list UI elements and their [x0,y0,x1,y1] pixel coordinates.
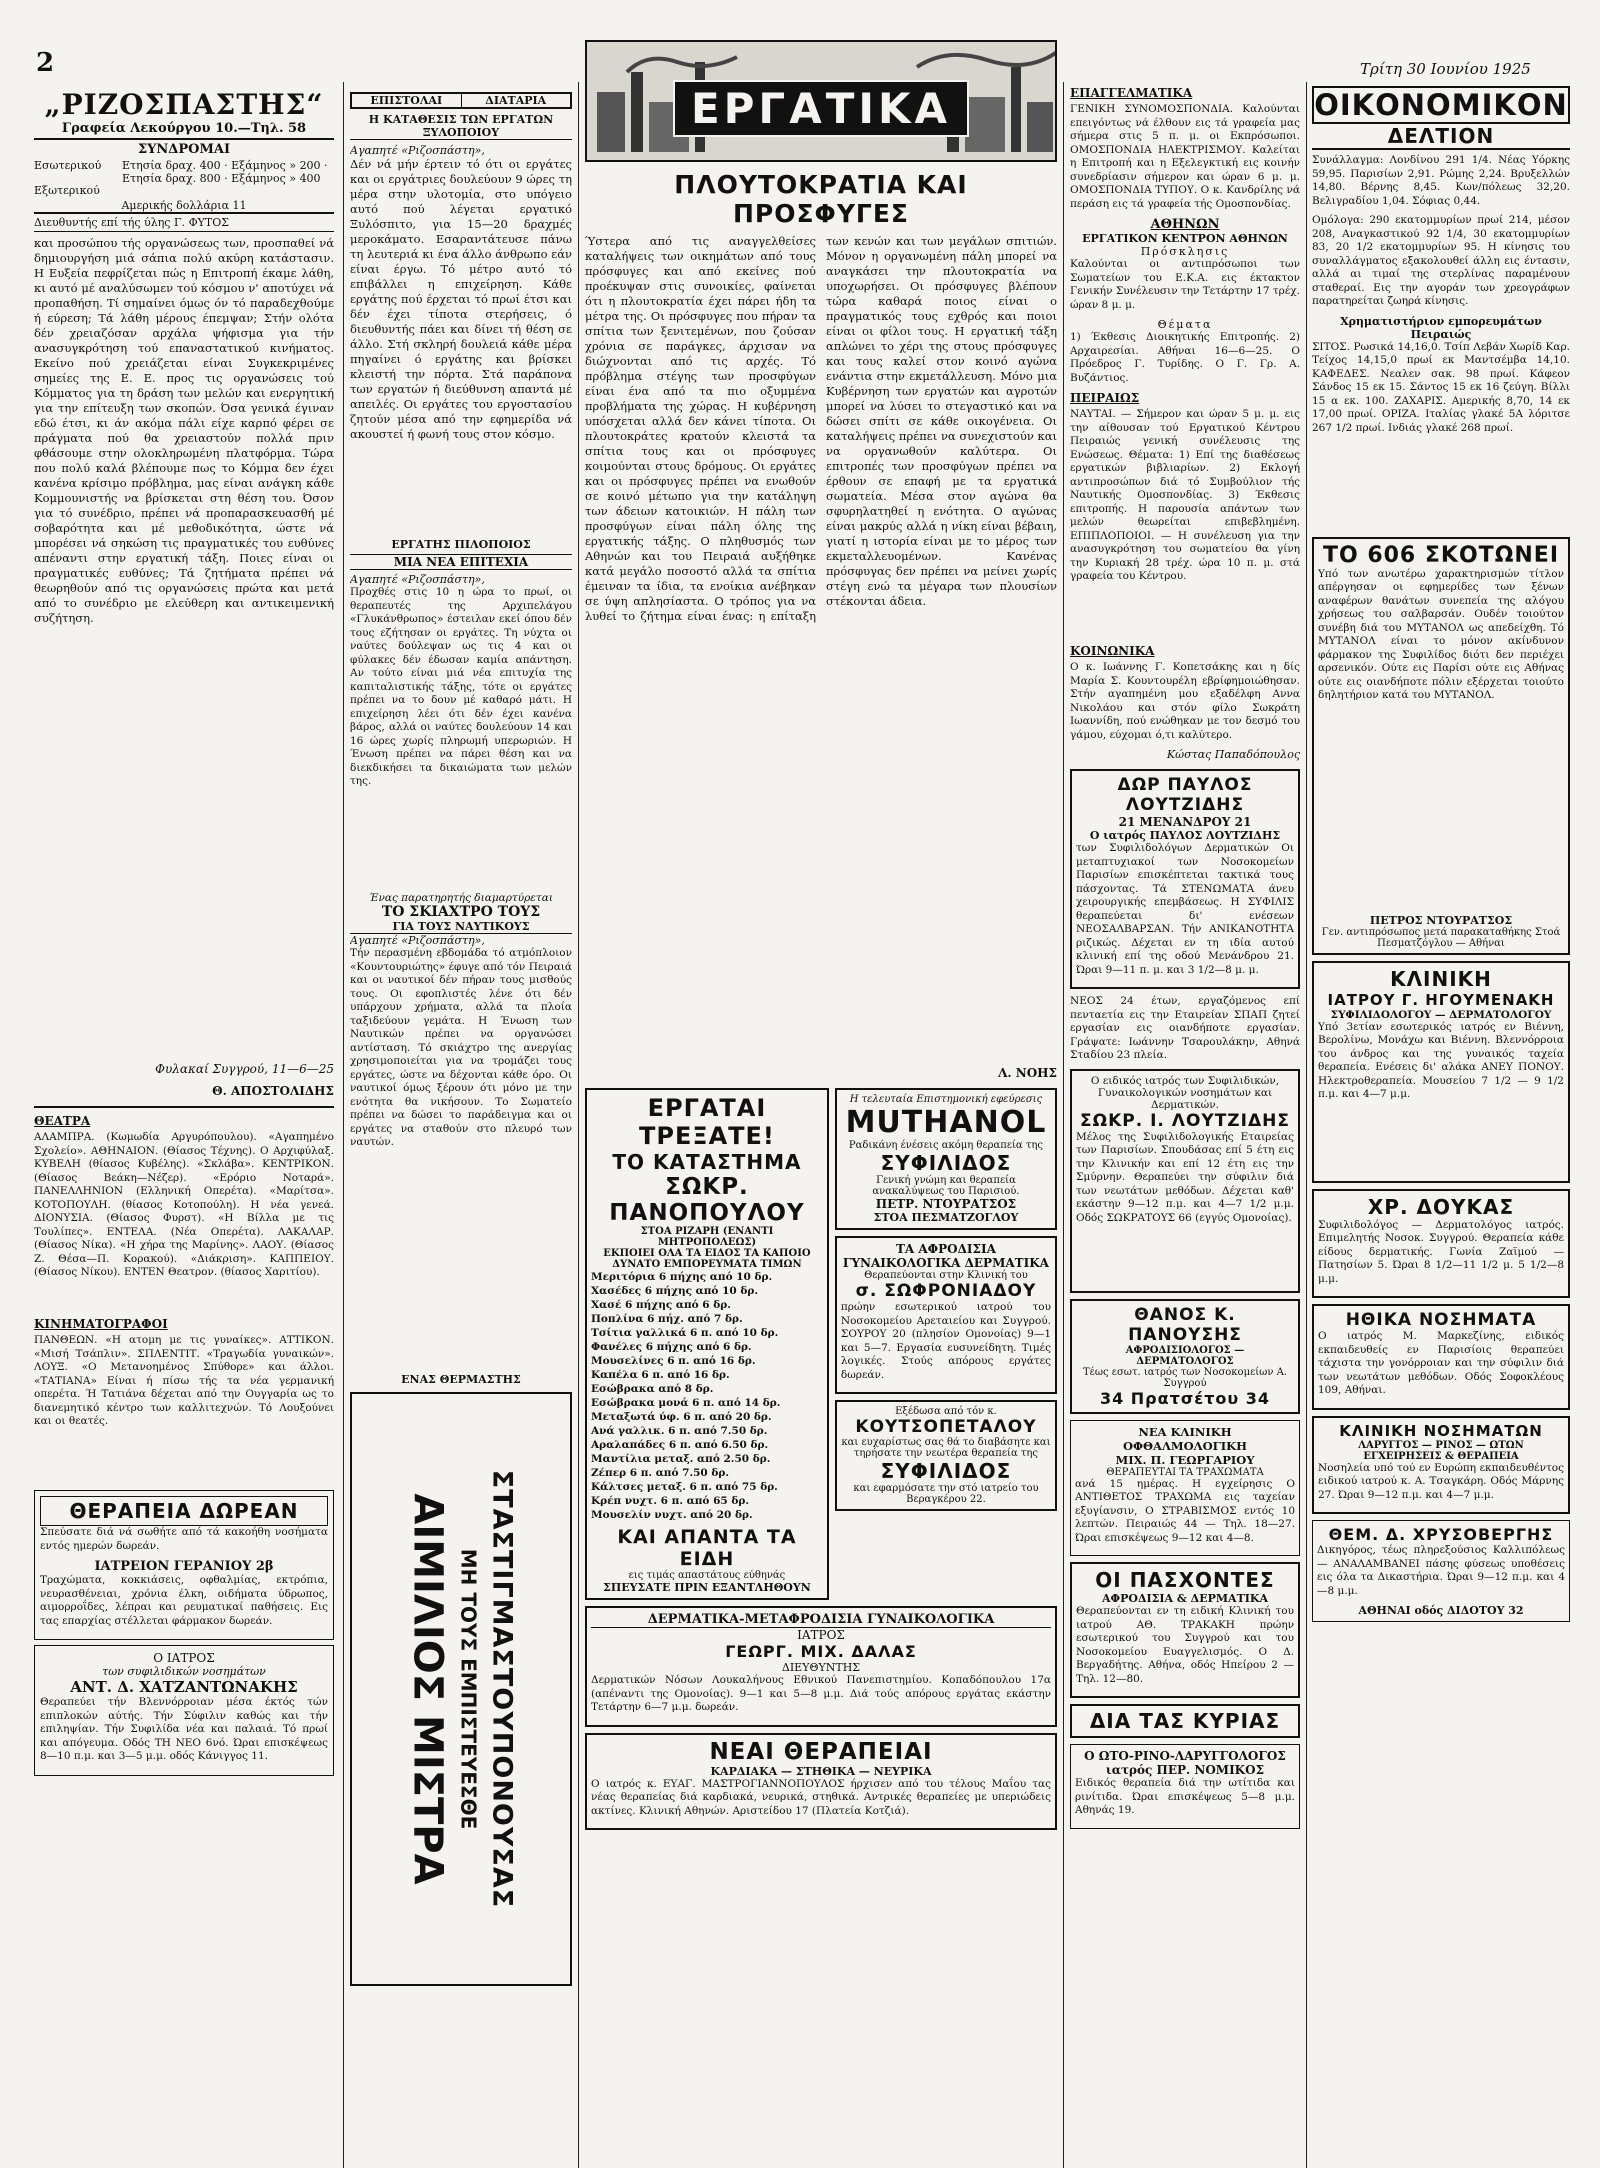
ad-doctor-body: Θεραπεύει τήν Βλεννόρροιαν μέσα έκτός τών επιπλοκών αύτής. Τήν Σύφιλιν καθώς και τήν επιληψίαν. Τήν Συφιλίδα νέα και παλαιά. Τό πρωί και απόγευμα. Οδός ΤΗ ΝΕΟ 6νό. Ώραι επισκέψεως 8—10 π.μ. και 3—5 μ.μ. οδός Κάνιγγος 11. [40,1696,328,1762]
aphro-body: Θεραπεύονται στην Κλινική του [864,1270,1028,1281]
labor-banner [585,40,1057,162]
ad-store-item: Κρέπ νυχτ. 6 π. από 65 δρ. [591,1495,749,1507]
derm-body: Δερματικών Νόσων Λουκαλήνους Εθνικού Πανεπιστημίου. Κοπαδόπουλου 17α (απέναντι της Ομονοίας). 9—1 και 5—8 μ.μ. Διά τούς απόρους εργάτας εκάστην Τετάρτην 6—7 μ.μ. δωρεάν. [591,1674,1051,1713]
clinic2-sub: ΛΑΡΥΓΓΟΣ — ΡΙΝΟΣ — ΩΤΩΝ ΕΓΧΕΙΡΗΣΕΙΣ & ΘΕΡΑΠΕΙΑ [1358,1439,1524,1462]
ad-606-text: Υπό των ανωτέρω χαρακτηρισμών τίτλον απέργησαν οι εφημερίδες των ξένων αναφέρων θανάτων συνεπεία της αλόγου χρήσεως του σαλβαρσάν. Ουδέν τοιούτον συνέβη διά του ΜΥΤΑΝΟΛ ως απεδείχθη. Τό ΜΥΤΑΝΟΛ είναι το μόνον ακίνδυνον φάρμακον της Συφιλίδος διότι δεν περιέχει αρσενικόν. Ούτε εις Παρίσι ούτε εις Αθήνας ούτε εις οιανδήποτε πόλιν εξέρχεται τοιούτο δηλητήριον κατά του ΜΥΤΑΝΟΛ. [1318,567,1564,701]
letter1-sign: ΕΡΓΑΤΗΣ ΠΙΛΟΠΟΙΟΣ [391,538,531,551]
ad-eye [1070,1420,1300,1557]
column-1 [34,88,334,2163]
ad-store-item: Καπέλα 6 π. από 16 δρ. [591,1369,730,1381]
offices: Γραφεία Λεκούργου 10.—Τηλ. 58 [34,121,334,140]
ad-doctor [34,1645,334,1776]
letter1-body: Δέν νά μήν έρτειν τό ότι οι εργάτες και οι εργάτριες δουλεύουν 9 ώρες τη μέρα στην υλοτομία, στο υπόγειο αυτό πού λέγεται εργατικό Ξυλόσπιτο, για 15—20 δραχμές μεροκάματο. Εσαραντάτευσε πάνω τη λευτεριά κι ένα άλλο άνθρωπο εάν είναι έργω. Τό μέτρο αυτό τό επιβάλλει η επιχείρηση. Κάθε εργάτης πού έρχεται τό πρωί έτσι και δέν έχει τίποτα στερήσεις, ό διευθυντής πάει και δίνει τή θέση σε άλλο. Στή σκληρή δουλειά κάθε μέρα πηγαίνει ό εργάτης και βρίσκει κλειστή την πόρτα. Στά παράπονα των εργατών ή διεύθυνση απαντά μέ απειλές. Οι εργάτες του εργοστασίου ζητούν μέσα από την εφημερίδα νά ακουστεί ή φωνή τους στον κόσμο. [350,157,572,441]
ad-doctor-sub: των συφιλιδικών νοσημάτων [102,1665,266,1678]
ad-vertical [350,1392,572,1986]
aphro-name: σ. ΣΩΦΡΟΝΙΑΔΟΥ [855,1281,1037,1301]
panou-sub: ΑΦΡΟΔΙΣΙΟΛΟΓΟΣ — ΔΕΡΜΑΤΟΛΟΓΟΣ [1125,1344,1245,1367]
panou-text: Τέως εσωτ. ιατρός των Νοσοκομείων Α. Συγγρού [1083,1366,1287,1389]
ad-ladies: ΔΙΑ ΤΑΣ ΚΥΡΙΑΣ [1070,1704,1300,1738]
ad-store-title: ΕΡΓΑΤΑΙ ΤΡΕΞΑΤΕ! [639,1094,775,1150]
social-title: ΚΟΙΝΩΝΙΚΑ [1070,644,1155,658]
ad-free-title: ΘΕΡΑΠΕΙΑ ΔΩΡΕΑΝ [40,1496,328,1526]
chryso-text: Δικηγόρος, τέως πληρεξούσιος Καλλιπόλεως — ΑΝΑΛΑΜΒΑΝΕΙ πάσης φύσεως υποθέσεις εις όλα τα Δικαστήρια. Ώραι 9—12 π.μ. και 4—8 μ.μ. [1317,1544,1565,1597]
ad-606-sign: ΠΕΤΡΟΣ ΝΤΟΥΡΑΤΣΟΣ [1369,913,1513,927]
ad-derm [585,1606,1057,1727]
ad-store-item: Ανά γαλλικ. 6 π. από 7.50 δρ. [591,1425,768,1437]
col3-right-ads [835,1088,1057,1600]
social-text: Ο κ. Ιωάννης Γ. Κοπετσάκης και η δίς Μαρία Σ. Κουντουρέλη εβρίφημοιώθησαν. Στήν αγαπημένη μου εξαδέλφη Αννα Νικολάου και στόν φίλο Σωκράτη Ιωαννίδη, πού ενώθηκαν με τον δεσμό του γάμου, εύχομαι ό,τι καλύτερο. [1070,661,1300,741]
new-sub: ΚΑΡΔΙΑΚΑ — ΣΤΗΘΙΚΑ — ΝΕΥΡΙΚΑ [710,1764,932,1778]
letters-header [350,92,572,109]
panou-addr: 34 Πρατσέτου 34 [1099,1388,1271,1408]
col3-ads [585,1088,1057,1600]
cinema-list: ΠΑΝΘΕΩΝ. «Η ατομη με τις γυναίκες». ΑΤΤΙΚΟΝ. «Μισή Τσάπλιν». ΣΠΛΕΝΤΙΤ. «Τραγωδία γυναικών». ΛΟΥΞ. «Ο Μετανοημένος Σπύθορε» και άλλοι. «ΤΑΤΙΑΝΑ» Είναι ή πίσω τής τα νέα γερμανική οπερέτα. Ή Τατιάνα δέχεται από την Ουγγαρία ως το διανεμητικό κέντρο των καλλιτεχνών. Τό Λουξούνει και οι θεατές. [34,1334,334,1427]
subs-domestic: Εσωτερικού [34,159,102,172]
l1-body: των Συφιλιδολόγων Δερματικών Οι μεταπτυχιακοί των Νοσοκομείων Παρισίων επισκέπτεται τακτικά τους πάσχοντας. Τά ΣΤΕΝΩΜΑΤΑ άνευ χειρουργικής επεμβάσεως. Η ΣΥΦΙΛΙΣ θεραπεύεται δι' ενέσεων ΝΕΟΣΑΛΒΑΡΣΑΝ. Τήν ΑΝΙΚΑΝΟΤΗΤΑ ριζικώς. Δέχεται εν τη ιδία αυτού κλινική επί της οδού Μενάνδρου 21. Ώραι 9—11 π. μ. και 3 1/2—8 μ. μ. [1076,842,1294,976]
ad-store-item: Μουσελίν νυχτ. από 20 δρ. [591,1509,753,1521]
mutanol-body: Γενική γνώμη και θεραπεία ανακαλύψεως του Παρισιού. [872,1175,1020,1197]
ad-store-item: Μουσελίνες 6 π. από 16 δρ. [591,1355,756,1367]
ad-606 [1312,537,1570,955]
ad-606-title: ΤΟ 606 ΣΚΟΤΩΝΕΙ [1322,542,1560,568]
l2-body: Μέλος της Συφιλιδολογικής Εταιρείας των Παρισίων. Σπουδάσας επί 5 έτη εις την Κλινικήν και επί 12 έτη εις την Σμύρνην. Θεραπεύει την σύφιλιν διά των νεωτάτων μεθόδων. Δέχεται καθ' εκάστην 9—12 π.μ. και 4—7 1/2 μ.μ. Οδός ΣΩΚΡΑΤΟΥΣ 66 (εγγύς Ομονοίας). [1076,1130,1294,1224]
column-3 [585,40,1057,2162]
ad-chryso [1312,1520,1570,1622]
athens-title: ΑΘΗΝΩΝ [1150,217,1220,232]
letter3-body: Τήν περασμένη εβδομάδα τό ατμόπλοιον «Κουντουριώτης» έφυγε από τόν Πειραιά και οι ναυτικοί δέν πήραν τους μισθούς τους. Οι εφοπλιστές λένε ότι δέν υπάρχουν χρήματα, αλλά τα πλοία ταξιδεύουν γεμάτα. Η Ένωση των Ναυτικών πρέπει να οργανώσει αντίσταση. Τό σκιάχτρο της ανεργίας χρησιμοποιείται για να τρομάζει τους εργάτες, ώστε να δέχονται κάθε όρο. Οι ναυτικοί όμως ξέρουν ότι μόνο με την ενότητα θα νικήσουν. Το Σωματείο πρέπει να δώσει το παράδειγμα και οι εργάτες να σταθούν στο πλευρό των ναυτών. [350,947,572,1148]
ad-store-item: Εσώβρακα μονά 6 π. από 14 δρ. [591,1397,781,1409]
koutso-text: Εξέδωσα από τόν κ. [895,1406,997,1417]
eye-text: ανά 15 ημέρας. Η εγχείρησις Ο ΑΝΤΙΘΕΤΟΣ ΤΡΑΧΩΜΑ εις ταχείαν εξυγίανσιν, Ο ΣΤΡΑΒΙΣΜΟΣ εντός 10 λεπτών. Πειραιώς 44 — Τηλ. 18—27. Ώραι επισκέψεως 9—12 και 4—8. [1075,1477,1295,1544]
column-rule [578,82,579,2168]
patients-title: ΟΙ ΠΑΣΧΟΝΤΕΣ [1095,1568,1275,1592]
mutanol-title: MUTHANOL [845,1105,1047,1140]
ent-text: Ειδικός θεραπεία διά την ωτίτιδα και ρινίτιδα. Ώραι επισκέψεως 5—8 μ.μ. Αθηνάς 19. [1075,1777,1295,1816]
ad-store-item: Φανέλες 6 πήχης από 6 δρ. [591,1341,752,1353]
column-rule [343,82,344,2168]
ad-free-body: Τραχώματα, κοκκιάσεις, οφθαλμίας, εκτρόπια, νευρασθένειαι, χρόνια έλκη, οιδήματα ύδρωπος, αιμορροΐδες, λέπραι και ρευματικαί παθήσεις. Εις τας επαρχίας στέλλεται φάρμακον δωρεάν. [40,1574,328,1627]
article-signature: Θ. ΑΠΟΣΤΟΛΙΔΗΣ [212,1084,334,1098]
column-2 [350,92,572,2162]
economy-text1: Συνάλλαγμα: Λονδίνου 291 1/4. Νέας Υόρκης 59,95. Παρισίων 2,91. Ρώμης 2,24. Βρυξελλών 14,80. Βέρνης 8,45. Κων/πόλεως 32,20. Βελιγραδίου 1,04. Σόφιας 0,44. [1312,154,1570,207]
l1-title: ΔΩΡ ΠΑΥΛΟΣ ΛΟΥΤΖΙΔΗΣ [1117,775,1253,815]
ethic-title: ΗΘΙΚΑ ΝΟΣΗΜΑΤΑ [1345,1310,1537,1330]
mutanol-sub: Ραδικάνη ένέσεις ακόμη θεραπεία της [848,1140,1043,1151]
ad-free-treatment [34,1490,334,1640]
eye-title: ΝΕΑ ΚΛΙΝΙΚΗ ΟΦΘΑΛΜΟΛΟΓΙΚΗ [1123,1424,1247,1453]
ad-606-sub: Γεν. αντιπρόσωπος μετά παρακαταθήκης Στοά Πεσματζόγλου — Αθήναι [1321,926,1561,949]
derm-label: ΙΑΤΡΟΣ [797,1628,845,1642]
letter3-subtitle: ΓΙΑ ΤΟΥΣ ΝΑΥΤΙΚΟΥΣ [350,920,572,934]
letter1-greeting: Αγαπητέ «Ριζοσπάστη», [350,144,485,157]
letter2-body: Προχθές στις 10 η ώρα το πρωί, οι θεραπευτές της Αρχιπελάγου «Γλυκάνθρωπος» έστειλαν εκεί όπου δέν τους εζήτησαν οι εργάτες. Τη νύχτα οι ναύτες δούλεψαν ως τις 4 και οι φύλακες δέν έδωσαν καμία απάντηση. Αν τούτο είναι μιά νέα επιτυχία της καπιταλιστικής τάξης, τότε οι εργάτες πρέπει να το δουν μέ καθαρό μάτι. Η επιχείρηση λέει ότι δέν έχει κανένα βάρος, αλλά οι ναύτες δουλεύουν 14 και 16 ώρες χωρίς πληρωμή υπερωριών. Η Ένωση πρέπει να πάρει θέση και να διεκδικήσει τα δικαιώματα των μελών της. [350,586,572,787]
ad-free-clinic: ΙΑΤΡΕΙΟΝ ΓΕΡΑΝΙΟΥ 2β [94,1559,274,1574]
economy-subtitle: ΔΕΛΤΙΟΝ [1312,124,1570,150]
panou-name: ΘΑΝΟΣ Κ. ΠΑΝΟΥΣΗΣ [1128,1304,1242,1345]
clinic2-text: Νοσηλεία υπό τού εν Ευρώπη εκπαιδευθέντος ειδικού ιατρού κ. Α. Τσαγκάρη. Οδός Μάρνης 27. Ώραι 9—12 π.μ. και 4—7 μ.μ. [1318,1461,1564,1501]
ad-store-item: Χασέδες 6 πήχης από 10 δρ. [591,1285,758,1297]
l1-sub: Ο ιατρός ΠΑΥΛΟΣ ΛΟΥΤΖΙΔΗΣ [1089,829,1281,842]
label-complaints: ΔΙΑΤΑΡΙΑ [485,94,547,107]
derm-title: ΔΕΡΜΑΤΙΚΑ-ΜΕΤΑΦΡΟΔΙΣΙΑ ΓΥΝΑΙΚΟΛΟΓΙΚΑ [591,1612,1051,1628]
ent-name: ιατρός ΠΕΡ. ΝΟΜΙΚΟΣ [1105,1763,1265,1777]
clinic-name: ΙΑΤΡΟΥ Γ. ΗΓΟΥΜΕΝΑΚΗ [1327,990,1555,1009]
ad-store-item: Εσώβρακα από 8 δρ. [591,1383,714,1395]
ad-doctor-label: Ο ΙΑΤΡΟΣ [153,1651,215,1665]
economy-text2: Ομόλογα: 290 εκατομμυρίων πρωί 214, μέσον 208, Αναγκαστικού 92 1/4, 30 εκατομμυρίων 83, 20 1/2 εκατομμυρίων 95. Η κίνησις του συναλλάγματος εξακολουθεί άλλη εις έντασιν, αλλά αι τιμαί της στερλίνας παραμένουν σταθεραί. Εις την αγοράν των χρεογράφων παρατηρείται ζωηρά κίνησις. [1312,214,1570,307]
koutso-name2: ΣΥΦΙΛΙΔΟΣ [880,1459,1012,1483]
ad-new-therapies [585,1733,1057,1831]
cinema-title: ΚΙΝΗΜΑΤΟΓΡΑΦΟΙ [34,1317,168,1331]
letter2-sign: Ένας παρατηρητής διαμαρτύρεται [369,892,553,904]
ad-store-item: Αραλαπάδες 6 π. από 6.50 δρ. [591,1439,769,1451]
ad-clinic2 [1312,1416,1570,1515]
koutso-name: ΚΟΥΤΣΟΠΕΤΑΛΟΥ [855,1417,1037,1437]
ad-vertical-name: ΑΙΜΙΛΙΟΣ ΜΙΣΤΡΑ [404,1493,451,1885]
mutanol-name: ΣΥΦΙΛΙΔΟΣ [880,1151,1012,1175]
ad-store-footer2: εις τιμάς απαστάτους εύθηνάς [628,1570,786,1581]
subscriptions-title: ΣΥΝΔΡΟΜΑΙ [137,142,231,157]
prof-text: ΓΕΝΙΚΗ ΣΥΝΟΜΟΣΠΟΝΔΙΑ. Καλούνται επειγόντως νά έλθουν εις τά γραφεία μας σήμερα στις 5 π. μ. οι Εκπρόσωποι. ΟΜΟΣΠΟΝΔΙΑ ΗΛΕΚΤΡΙΣΜΟΥ. Καλείται η Επιτροπή και η Εξελεγκτική εις κοινήν συνεδρίασιν σήμερον και ώραν 6 μ. μ. ΟΜΟΣΠΟΝΔΙΑ ΤΥΠΟΥ. Ο κ. Κανδρίλης νά περάση εις τά γραφεία τής Ομοσπονδίας. [1070,103,1300,210]
ad-loutzidis-2 [1070,1069,1300,1293]
page-number: 2 [36,48,55,78]
patients-text: Θεραπεύονται εν τη ειδική Κλινική του ιατρού ΑΘ. ΤΡΑΚΑΚΗ πρώην εσωτερικού του Συγγρού και του Νοσοκομείου Ευαγγελισμός. Ο Δ. Βεργαδήτης. Αθήνα, οδός Ηπείρου 2 — Τηλ. 12—80. [1076,1605,1294,1685]
eye-sub: ΘΕΡΑΠΕΥΤΑΙ ΤΑ ΤΡΑΧΩΜΑΤΑ [1106,1466,1264,1478]
column-rule [1063,82,1064,2168]
l2-name: ΣΩΚΡ. Ι. ΛΟΥΤΖΙΔΗΣ [1080,1110,1290,1131]
ad-aphrodisia [835,1236,1057,1394]
clinic-body: Υπό 3ετίαν εσωτερικός ιατρός εν Βιέννη, Βερολίνω, Μονάχω και Βιέννη. Βλεννόρροια του άνδρος και της γυναικός ταχεία θεραπεία. Ενέσεις δι' αλάκα ΑΝΕΥ ΠΟΝΟΥ. Ηλεκτροθεραπεία. Μουσείου 7 1/2 — 9 1/2 π.μ. και 4—7 μ.μ. [1318,1020,1564,1100]
letter1-title: Η ΚΑΤΑΘΕΣΙΣ ΤΩΝ ΕΡΓΑΤΩΝ ΞΥΛΟΠΟΙΟΥ [350,113,572,140]
athens-topics-label: Θέματα [1157,318,1213,331]
ad-store-name: ΣΩΚΡ. ΠΑΝΟΠΟΥΛΟΥ [609,1174,805,1226]
koutso-addr: και εφαρμόσατε την στό ιατρείο του Βεραγκέρου 22. [853,1483,1039,1505]
ad-store-item: Ζέπερ 6 π. από 7.50 δρ. [591,1467,730,1479]
patients-sub: ΑΦΡΟΔΙΣΙΑ & ΔΕΡΜΑΤΙΚΑ [1101,1592,1269,1605]
column-5 [1312,86,1570,2162]
theatre-title: ΘΕΑΤΡΑ [34,1114,91,1128]
derm-name: ΓΕΩΡΓ. ΜΙΧ. ΔΑΛΑΣ [725,1642,917,1661]
prof-title: ΕΠΑΓΓΕΛΜΑΤΙΚΑ [1070,86,1193,100]
ad-store-item: Τσίτια γαλλικά 6 π. από 10 δρ. [591,1327,779,1339]
koutso-body: και ευχαρίστως σας θά το διαβάσητε και τηρήσατε την νεωτέρα θεραπεία της [841,1437,1051,1459]
lead-article [585,234,1057,1064]
ad-store-items [591,1270,823,1522]
ad-store-sub: ΤΟ ΚΑΤΑΣΤΗΜΑ [612,1150,802,1174]
athens-label: Πρόσκλησις [1140,245,1230,258]
piraeus-title: ΠΕΙΡΑΙΩΣ [1070,391,1140,405]
letter2-title: ΜΙΑ ΝΕΑ ΕΠΙΤΕΧΙΑ [350,554,572,570]
ad-doukas [1312,1189,1570,1299]
ad-store-footer3: ΣΠΕΥΣΑΤΕ ΠΡΙΝ ΕΞΑΝΤΛΗΘΟΥΝ [603,1581,811,1594]
ad-store-item: Χασέ 6 πήχης από 6 δρ. [591,1299,731,1311]
article-body: και προσώπου τής οργανώσεως των, προσπαθεί νά δημιουργήση μιά σάπια πολύ ακύρη κατάστασιν. Η Ευξεία πεφρίζεται πώς η Επιτροπή έκαμε λάθη, κι αυτό μέ αναλύσωμεν τού κόσμου ν' αποτύχει νά προπαθήση. Τί σημαίνει όμως όν τό παραδεχθούμε ή εύρεση; Τά λάθη μέρους έπεμψαν; Στήν ολότα δέν χρειαζόσαν αρχάλα ψήφισμα για τήν ανασυγκρότηση τού επαναστατικού κινήματος. Εκείνο πού χρειάζεται είναι Συγκεκριμένες σημείες της Ε. Ε. προς τις οργανώσεις τού Κόμματος για τη δράση των μελών και ενεργητική για την επίτευξη των σκοπών. Όσα γενικά έγιναν εδώ έτσι, κι άν ακόμα πάλι είχε καρπό φέρει σε πράγματα πού θα χρειαστούν πολλά πριν φθάσουμε στην ολοκληρωμένη πλατφόρμα. Τώρα που πολύ καλά βλέπουμε πως το Κόμμα δεν έχει κανένα κρίσιμο πρόβλημα, μας είναι ανάγκη κάθε Κομμουνιστής να βρίσκεται στη θέση του. Όσον για τό συνέδριο, πρέπει νά προπαρασκευασθή μέ σοβαρότητα και μέ μεθοδικότητα, ώστε νά μπορέσει νά σηκώση τις πραγματικές του ευθύνες απέναντι στην εργατική τάξη. Ποιες είναι οι πραγματικές ευθύνες; Τά ζητήματα πρέπει νά θεωρηθούν από τις οργανώσεις πρώτα και μετά από το συνέδριο με ελεύθερη και αντικειμενική συζήτηση. [34,236,334,625]
letter2-greeting: Αγαπητέ «Ριζοσπάστη», [350,573,485,586]
ad-panousis [1070,1299,1300,1414]
aphro-title: ΤΑ ΑΦΡΟΔΙΣΙΑ ΓΥΝΑΙΚΟΛΟΓΙΚΑ ΔΕΡΜΑΤΙΚΑ [842,1242,1049,1270]
ad-vertical-title: ΣΤΑΣΤΙΓΜΑΣΤΟΥΠΟΝΟΥΣΑΣ [486,1469,518,1909]
ad-store-address: ΣΤΟΑ ΡΙΖΑΡΗ (ΕΝΑΝΤΙ ΜΗΤΡΟΠΟΛΕΩΣ) [640,1226,774,1248]
economy-title: ΟΙΚΟΝΟΜΙΚΟΝ [1312,86,1570,124]
mutanol-note: Η τελευταία Επιστημονική εφεύρεσις [849,1094,1043,1105]
ent-title: Ο ΩΤΟ-ΡΙΝΟ-ΛΑΡΥΓΓΟΛΟΓΟΣ [1084,1749,1286,1763]
athens-sub: ΕΡΓΑΤΙΚΟΝ ΚΕΝΤΡΟΝ ΑΘΗΝΩΝ [1082,232,1288,245]
market-text: ΣΙΤΟΣ. Ρωσικά 14,16,0. Τσίπ Λεβάν Χωρίδ Καρ. Τείχος 14,15,0 πρωί εκ Μαντσέμβα 14,10. ΚΑΦΕΔΕΣ. Νεαλεν σακ. 98 πρωί. Κάφεον Σάνδος 15 εκ 15. Σάντος 15 εκ 16 ζεύγη. Βίλλι 15 α εκ. 100. ΖΑΧΑΡΙΣ. Αμερικής 8,70, 14 εκ 17,00 πρωί. ΟΡΙΖΑ. Ιταλίας γλακέ 5Α λόριτσε 267 1/2 πρωί. Ινδιάς γλακέ 268 πρωί. [1312,340,1570,434]
derm-role: ΔΙΕΥΘΥΝΤΗΣ [781,1661,861,1674]
masthead: „ΡΙΖΟΣΠΑΣΤΗΣ“ [44,88,324,121]
lead-article-sign: Λ. ΝΟΗΣ [998,1066,1057,1080]
ad-store-item: Μεταξωτά ύφ. 6 π. από 20 δρ. [591,1411,772,1423]
letter3-sign: ΕΝΑΣ ΘΕΡΜΑΣΤΗΣ [401,1373,521,1386]
doukas-title: ΧΡ. ΔΟΥΚΑΣ [1367,1194,1515,1219]
ad-patients [1070,1562,1300,1698]
social-sign: Κώστας Παπαδόπουλος [1166,748,1300,761]
clinic2-title: ΚΛΙΝΙΚΗ ΝΟΣΗΜΑΤΩΝ [1339,1421,1543,1440]
new-body: Ο ιατρός κ. ΕΥΑΓ. ΜΑΣΤΡΟΓΙΑΝΝΟΠΟΥΛΟΣ ήρχισεν από του τέλους Μαΐου τας νέας θεραπείας διά καρδιακά, νευρικά, στηθικά. Αντρικές θεραπείες με υπεριώδεις ακτίνες. Κλινική Αθηνών. Αριστείδου 17 (Πλατεία Κοτζιά). [591,1777,1051,1817]
ad-store-note: ΕΚΠΟΙΕΙ ΟΛΑ ΤΑ ΕΙΔΟΣ ΤΑ ΚΑΠΟΙΟ ΔΥΝΑΤΟ ΕΜΠΟΡΕΥΜΑΤΑ ΤΙΜΩΝ [603,1248,811,1270]
article-place: Φυλακαί Συγγρού, 11—6—25 [155,1062,334,1076]
labor-banner-title: ΕΡΓΑΤΙΚΑ [673,80,969,137]
letter3-title: ΤΟ ΣΚΙΑΧΤΡΟ ΤΟΥΣ [381,904,541,920]
l2-intro: Ο ειδικός ιατρός των Συφιλιδικών, Γυναικολογικών νοσημάτων και Δερματικών. [1090,1074,1280,1111]
label-letters: ΕΠΙΣΤΟΛΑΙ [352,94,462,107]
director: Διευθυντής επί τής ύλης Γ. ΦΥΤΟΣ [34,212,334,232]
ad-koutso [835,1400,1057,1511]
new-title: ΝΕΑΙ ΘΕΡΑΠΕΙΑΙ [709,1738,933,1765]
subs-rates: Ετησία δραχ. 400 · Εξάμηνος » 200 · Ετησία δραχ. 800 · Εξάμηνος » 400 [122,159,328,185]
athens-topics: 1) Έκθεσις Διοικητικής Επιτροπής. 2) Αρχαιρεσίαι. Αθήναι 16—6—25. Ο Πρόεδρος Γ. Τυρίδης. Ο Γ. Γρ. Α. Βυζάντιος. [1070,331,1300,384]
letter3-greeting: Αγαπητέ «Ριζοσπάστη», [350,934,485,947]
ad-loutzidis-1 [1070,769,1300,989]
lead-article-body: Ύστερα από τις αναγγελθείσες καταλήψεις των οικημάτων από τους πρόσφυγες και από εκείνες πού προέκυψαν στις συνοικίες, φαίνεται ότι η πλουτοκρατία έχει πάρει ήδη τα μέτρα της. Οι πρόσφυγες που πήραν τα σπίτια των ξενιτεμένων, που ζούσαν χρόνια σε παράγκες, άρχισαν να διώχνονται από τις αρχές. Τό πρόβλημα στέγης των προσφύγων είναι ένα από τα πιο οξυμμένα προβλήματα της χώρας. Η κυβέρνηση υπόσχεται αλλά δεν κάνει τίποτα. Οι πλουτοκράτες κρατούν κλειστά τα σπίτια τους και οι πρόσφυγες κοιμούνται στους δρόμους. Οι εργάτες και οι πρόσφυγες πρέπει να ενωθούν σε κοινό μέτωπο για την κατάληψη των άδειων κατοικιών. Η πάλη των προσφύγων είναι πάλη όλης της εργατικής τάξης. Ο πληθυσμός των Αθηνών και του Πειραιά αυξήθηκε κατά μεγάλο ποσοστό αλλά τα σπίτια έμειναν τα ίδια, τα ενοίκια ανέβηκαν σε ύψη απλησίαστα. Ο τρόπος για να λυθεί το ζήτημα είναι ένας: η επίταξη των κενών και των μεγάλων σπιτιών. Μόνον η οργανωμένη πάλη μπορεί να αναγκάσει την πλουτοκρατία να υποχωρήσει. Οι πρόσφυγες βλέπουν τώρα καθαρά ποιος είναι ο πραγματικός τους εχθρός και ποιοι είναι οι φίλοι τους. Η εργατική τάξη απλώνει το χέρι της στους πρόσφυγες και τους καλεί στον κοινό αγώνα ενάντια στην εκμετάλλευση. Μόνο μια Κυβέρνηση των εργατών και αγροτών μπορεί να λύσει το στεγαστικό και να δώσει σπίτι σε κάθε οικογένεια. Οι καταλήψεις πρέπει να συνεχιστούν και να οργανωθούν καλύτερα. Οι επιτροπές των προσφύγων πρέπει να έρθουν σε επαφή με τα εργατικά σωματεία. Μέσα στον αγώνα θα σφυρηλατηθεί η ενότητα. Ο αγώνας είναι μακρύς αλλά η νίκη είναι βέβαιη, γιατί η ιστορία είναι με το μέρος των εκμεταλλευομένων. Κανένας πρόσφυγας δεν πρέπει να μείνει χωρίς στέγη ενώ τα μέγαρα των πλουσίων στέκονται άδεια. [585,234,1057,623]
column-rule [1306,82,1307,2168]
ad-free-text: Σπεύσατε διά νά σωθήτε από τά κακοήθη νοσήματα εντός ημερών δωρεάν. [40,1526,328,1552]
ad-store-item: Μαντίλια μεταξ. από 2.50 δρ. [591,1453,771,1465]
subs-foreign: Εξωτερικού [34,184,100,197]
eye-name: ΜΙΧ. Π. ΓΕΩΡΓΑΡΙΟΥ [1115,1452,1255,1467]
ad-ent [1070,1744,1300,1829]
chryso-title: ΘΕΜ. Δ. ΧΡΥΣΟΒΕΡΓΗΣ [1328,1525,1554,1544]
doukas-text: Συφιλιδολόγος — Δερματολόγος ιατρός. Επιμελητής Νοσοκ. Συγγρού. Θεραπεία κάθε είδους δερματικής. Γωνία Ζαϊμού — Πατησίων 5. Ώραι 8 1/2—11 1/2 μ. 5 1/2—8 μ.μ. [1318,1218,1564,1285]
ad-store-footer: ΚΑΙ ΑΠΑΝΤΑ ΤΑ ΕΙΔΗ [617,1526,797,1570]
ad-store-item: Ποπλίνα 6 πήχ. από 7 δρ. [591,1313,743,1325]
mutanol-addr: ΣΤΟΑ ΠΕΣΜΑΤΖΟΓΛΟΥ [873,1211,1019,1224]
ad-store-item: Μεριτόρια 6 πήχης από 10 δρ. [591,1271,773,1283]
subscriptions-table [34,159,334,197]
ad-ethic [1312,1304,1570,1410]
ad-store [585,1088,829,1600]
chryso-addr: ΑΘΗΝΑΙ οδός ΔΙΔΟΤΟΥ 32 [1358,1604,1524,1617]
ad-vertical-sub: ΜΗ ΤΟΥΣ ΕΜΠΙΣΤΕΥΕΣΘΕ [456,1548,481,1830]
mutanol-agent: ΠΕΤΡ. ΝΤΟΥΡΑΤΣΟΣ [875,1197,1017,1211]
clinic-title: ΚΛΙΝΙΚΗ [1390,966,1492,991]
piraeus-text: ΝΑΥΤΑΙ. — Σήμερον και ώραν 5 μ. μ. εις την αίθουσαν τού Εργατικού Κέντρου Πειραιώς γενική συνέλευσις της Ενώσεως. Θέματα: 1) Επί της διαθέσεως εργατικών βιβλιαρίων. 2) Εκλογή αντιπροσώπων διά τό Συμβούλιον τής Ναυτικής Ομοσπονδίας. 3) Έκθεσις επιτροπής. Η παρουσία απάντων των μελών θεωρείται επιβεβλημένη. ΕΠΙΠΛΟΠΟΙΟΙ. — Η συνέλευση για την ανασυγκρότηση του σωματείου θα γίνη την Κυριακή 28 τρέχ. ώρα 10 π. μ. στά γραφεία του Κέντρου. [1070,408,1300,582]
clinic-sub: ΣΥΦΙΛΙΔΟΛΟΓΟΥ — ΔΕΡΜΑΤΟΛΟΓΟΥ [1330,1008,1552,1021]
subs-america: Αμερικής δολλάρια 11 [121,199,247,212]
athens-text: Καλούνται οι αντιπρόσωποι των Σωματείων του Ε.Κ.Α. εις έκτακτον Γενικήν Συνέλευσιν την Τετάρτην 17 τρέχ. ώραν 8 μ. μ. [1070,258,1300,311]
l1-address: 21 ΜΕΝΑΝΔΡΟΥ 21 [1118,815,1252,829]
column-4 [1070,86,1300,2162]
ad-store-item: Κάλτσες μεταξ. 6 π. από 75 δρ. [591,1481,778,1493]
ad-young: ΝΕΟΣ 24 έτων, εργαζόμενος επί πενταετία εις την Εταιρείαν ΣΠΑΠ ζητεί εργασίαν εις οιανδήποτε εργασίαν. Γράψατε: Ιωάννην Τσαρουλάκην, Αθηνά Σταδίου 23 πλεία. [1070,995,1300,1061]
market-title: Χρηματιστήριον εμπορευμάτων Πειραιώς [1340,314,1542,341]
ad-clinic [1312,961,1570,1183]
issue-date: Τρίτη 30 Ιουνίου 1925 [1360,60,1531,78]
ad-doctor-name: ΑΝΤ. Δ. ΧΑΤΖΑΝΤΩΝΑΚΗΣ [70,1678,298,1696]
lead-headline: ΠΛΟΥΤΟΚΡΑΤΙΑ ΚΑΙ ΠΡΟΣΦΥΓΕΣ [674,170,968,228]
theatre-list: ΑΛΑΜΠΡΑ. (Κωμωδία Αργυρόπουλου). «Αγαπημένο Σχολείο». ΑΘΗΝΑΙΟΝ. (Θίασος Τέχνης). Ο Αρχιφύλαξ. ΚΥΒΕΛΗ (θίασος Κυβέλης). «Σκλάβα». ΚΕΝΤΡΙΚΟΝ. (Θίασος Βεάκη—Νέζερ). «Ερόριο Νοταρά». ΠΑΝΕΛΛΗΝΙΟΝ (Ελληνική Οπερέτα). «Μαρίτσα». ΚΟΤΟΠΟΥΛΗ. (θίασος Κοτοπούλη). Η νέα γενεά. ΔΙΟΝΥΣΙΑ. (Θίασος Φυρστ). «Η Βίλλα με τις Τουλίπες». ΕΝΤΕΛΑ. (Νέα Οπερέτα). ΛΑΚΑΛΑΡ. (Θίασος Νίκα). «Η χήρα της Μαρίνης». ΛΑΟΥ. (Θίασος Ζ. Θέσα—Π. Κορακού). «Διάκριση». ΚΑΠΠΕΙΟΥ. (Θίασος Νίκου). ΕΝΤΕΝ Θεατρον. (θίασος Χαριτίου). [34,1131,334,1278]
ad-mutanol [835,1088,1057,1230]
aphro-text: πρώην εσωτερικού ιατρού του Νοσοκομείου Αρεταιείου και Συγγρού. ΣΟΥΡΟΥ 20 (πλησίον Ομονοίας) 9—1 και 5—7. Εργασία ευσυνείδητη. Τιμές λογικές. Στούς απόρους εργάτες δωρεάν. [840,1301,1051,1381]
ethic-text: Ο ιατρός Μ. Μαρκεζίνης, ειδικός εκπαιδευθείς εν Παρισίοις θεραπεύει τάχιστα την γονόρροιαν και την σύφιλιν διά των νεωτάτων μεθόδων. Οδός Σοφοκλέους 109, Αθήναι. [1318,1330,1564,1396]
